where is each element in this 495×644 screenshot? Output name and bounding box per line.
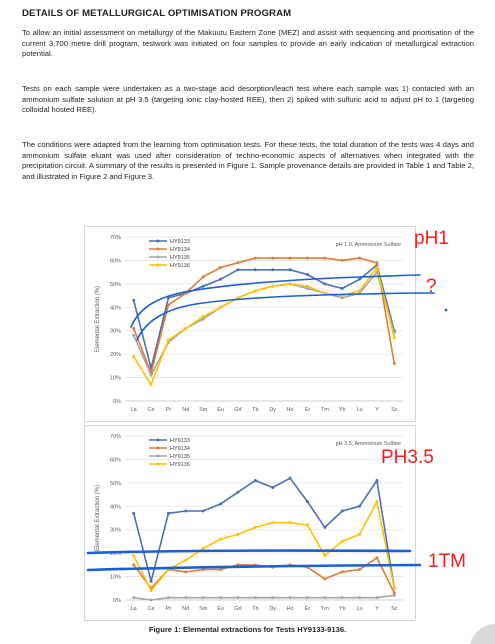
chart2-point-HY9133 xyxy=(289,477,292,480)
chart1-xtick-label: Tb xyxy=(252,407,259,413)
chart1-point-HY9136 xyxy=(323,292,326,295)
chart2-point-HY9133 xyxy=(184,509,187,512)
chart1-point-HY9133 xyxy=(306,273,309,276)
chart2-point-HY9134 xyxy=(271,566,274,569)
chart1-point-HY9135 xyxy=(132,334,135,337)
chart1-point-HY9136 xyxy=(184,327,187,330)
annotation-1tm: 1TM xyxy=(428,551,466,572)
chart2-point-HY9136 xyxy=(167,568,170,571)
chart-ph1-svg xyxy=(85,227,415,421)
chart2-point-HY9133 xyxy=(219,502,222,505)
chart2-ytick-label: 20% xyxy=(109,551,121,558)
chart2-legend-label: HY9133 xyxy=(170,438,190,444)
chart2-legend-marker xyxy=(157,447,160,450)
chart1-ytick-label: 50% xyxy=(109,281,121,288)
chart2-point-HY9135 xyxy=(306,596,309,599)
chart1-ylabel: Elemental Extraction (%) xyxy=(95,285,101,353)
chart2-ytick-label: 40% xyxy=(109,504,121,511)
chart2-legend-label: HY9135 xyxy=(170,454,190,460)
annotation-question: ? xyxy=(426,276,437,297)
chart2-xtick-label: Nd xyxy=(182,606,190,612)
chart2-series-HY9133 xyxy=(134,478,395,588)
chart1-point-HY9134 xyxy=(323,257,326,260)
chart2-legend-marker xyxy=(157,439,160,442)
chart1-xtick-label: Sm xyxy=(199,407,208,413)
chart2-point-HY9134 xyxy=(289,563,292,566)
paragraph-tests: Tests on each sample were undertaken as a two-stage acid desorption/leach test where each sample was 1) contacted with an ammonium sulfate solution at pH 3.5 (targeting ionic clay-hosted REE), then 2) spiked with sulfuric acid to adjust pH to 1 (targeting colloidal hosted REE). xyxy=(22,84,474,115)
paragraph-intro: To allow an initial assessment on metallurgy of the Makuutu Eastern Zone (MEZ) and assist with sequencing and priortisation of the current 3,700 metre drill program, testwork was initiated on four samples to provide an early indication of metallurgical extraction potential. xyxy=(22,28,474,59)
chart2-xtick-label: Dy xyxy=(269,606,277,612)
chart1-point-HY9136 xyxy=(358,289,361,292)
chart1-point-HY9133 xyxy=(202,285,205,288)
chart1-xtick-label: Ho xyxy=(286,407,294,413)
chart-ph1 xyxy=(84,226,416,422)
chart1-point-HY9133 xyxy=(289,268,292,271)
chart1-point-HY9134 xyxy=(167,303,170,306)
chart2-point-HY9136 xyxy=(375,500,378,503)
chart1-legend-marker xyxy=(157,256,160,259)
chart1-xtick-label: Sc xyxy=(391,407,398,413)
chart1-point-HY9134 xyxy=(236,261,239,264)
chart2-point-HY9133 xyxy=(150,580,153,583)
chart1-legend-marker xyxy=(157,240,160,243)
chart2-point-HY9134 xyxy=(341,570,344,573)
chart2-xtick-label: La xyxy=(130,606,137,612)
chart1-point-HY9136 xyxy=(219,306,222,309)
chart1-series-HY9133 xyxy=(134,265,395,368)
chart2-point-HY9134 xyxy=(323,577,326,580)
chart2-point-HY9133 xyxy=(341,509,344,512)
chart1-series-HY9136 xyxy=(134,268,395,385)
chart2-xtick-label: Ho xyxy=(286,606,294,612)
chart1-series-HY9135 xyxy=(134,272,395,375)
chart2-series-HY9136 xyxy=(134,502,395,591)
chart2-point-HY9134 xyxy=(375,556,378,559)
chart2-point-HY9136 xyxy=(323,554,326,557)
chart2-point-HY9135 xyxy=(393,594,396,597)
chart1-point-HY9134 xyxy=(132,327,135,330)
chart2-point-HY9133 xyxy=(202,509,205,512)
chart1-xtick-label: Lu xyxy=(356,407,363,413)
chart2-legend-marker xyxy=(157,463,160,466)
chart2-xtick-label: Tm xyxy=(320,606,329,612)
chart1-ytick-label: 40% xyxy=(109,305,121,312)
chart-ph35 xyxy=(84,425,416,621)
chart2-point-HY9135 xyxy=(219,596,222,599)
chart2-ytick-label: 60% xyxy=(109,457,121,464)
chart2-point-HY9136 xyxy=(393,587,396,590)
chart2-point-HY9136 xyxy=(306,524,309,527)
chart2-point-HY9134 xyxy=(358,568,361,571)
chart2-point-HY9133 xyxy=(306,500,309,503)
chart2-xtick-label: Sm xyxy=(199,606,208,612)
chart2-series-HY9135 xyxy=(134,595,395,600)
chart2-point-HY9135 xyxy=(358,596,361,599)
chart2-point-HY9133 xyxy=(323,526,326,529)
chart1-point-HY9133 xyxy=(271,268,274,271)
chart1-point-HY9134 xyxy=(306,257,309,260)
chart1-point-HY9136 xyxy=(375,266,378,269)
chart1-point-HY9134 xyxy=(254,257,257,260)
chart2-xtick-label: Er xyxy=(304,606,311,612)
chart2-ylabel: Elemental Extraction (%) xyxy=(95,484,101,552)
chart2-legend-label: HY9134 xyxy=(170,446,190,452)
chart1-point-HY9136 xyxy=(132,355,135,358)
chart1-point-HY9134 xyxy=(393,362,396,365)
chart1-ytick-label: 70% xyxy=(109,235,121,241)
chart2-xtick-label: Eu xyxy=(217,606,224,612)
chart1-xtick-label: Gd xyxy=(234,407,242,413)
chart1-xtick-label: La xyxy=(130,407,137,413)
chart2-point-HY9133 xyxy=(254,479,257,482)
chart1-point-HY9136 xyxy=(167,339,170,342)
chart2-point-HY9136 xyxy=(184,559,187,562)
chart1-xtick-label: Pr xyxy=(165,407,172,413)
chart2-point-HY9134 xyxy=(306,566,309,569)
chart2-ytick-label: 70% xyxy=(109,434,121,440)
chart2-point-HY9135 xyxy=(289,596,292,599)
chart1-point-HY9134 xyxy=(375,261,378,264)
chart1-legend-marker xyxy=(157,248,160,251)
chart1-point-HY9134 xyxy=(271,257,274,260)
chart1-point-HY9134 xyxy=(341,259,344,262)
chart2-legend-label: HY9136 xyxy=(170,462,190,468)
annotation-dot xyxy=(445,309,448,312)
chart2-point-HY9133 xyxy=(132,512,135,515)
chart2-point-HY9135 xyxy=(167,596,170,599)
annotation-ph35: PH3.5 xyxy=(381,447,434,468)
chart2-point-HY9134 xyxy=(132,563,135,566)
chart1-series-HY9134 xyxy=(134,258,395,373)
chart2-xtick-label: Sc xyxy=(391,606,398,612)
chart2-xtick-label: Y xyxy=(375,606,379,612)
section-heading: DETAILS OF METALLURGICAL OPTIMISATION PROGRAM xyxy=(22,8,292,19)
chart2-point-HY9136 xyxy=(236,533,239,536)
chart1-ytick-label: 0% xyxy=(113,399,121,405)
chart2-point-HY9134 xyxy=(236,563,239,566)
chart2-point-HY9135 xyxy=(132,596,135,599)
chart2-xtick-label: Yb xyxy=(338,606,346,612)
chart1-point-HY9133 xyxy=(219,278,222,281)
chart1-legend-label: HY9135 xyxy=(170,255,190,261)
chart1-point-HY9133 xyxy=(132,299,135,302)
chart2-point-HY9133 xyxy=(271,486,274,489)
chart1-legend-marker xyxy=(157,264,160,267)
chart2-point-HY9136 xyxy=(202,547,205,550)
chart2-point-HY9133 xyxy=(358,505,361,508)
chart1-xtick-label: Eu xyxy=(217,407,224,413)
chart1-point-HY9133 xyxy=(341,287,344,290)
chart2-point-HY9136 xyxy=(150,589,153,592)
chart2-point-HY9135 xyxy=(323,596,326,599)
chart2-series-HY9134 xyxy=(134,558,395,593)
chart2-point-HY9135 xyxy=(271,596,274,599)
chart2-point-HY9135 xyxy=(184,596,187,599)
chart1-ytick-label: 30% xyxy=(109,328,121,335)
chart2-xtick-label: Pr xyxy=(165,606,172,612)
chart2-point-HY9135 xyxy=(254,596,257,599)
chart2-point-HY9135 xyxy=(341,596,344,599)
chart1-point-HY9133 xyxy=(167,296,170,299)
chart2-point-HY9134 xyxy=(184,570,187,573)
chart2-xtick-label: Lu xyxy=(356,606,363,612)
figure-caption: Figure 1: Elemental extractions for Tests HY9133-9136. xyxy=(148,625,347,634)
chart1-ytick-label: 10% xyxy=(109,375,121,382)
chart2-point-HY9135 xyxy=(150,599,153,602)
chart2-ytick-label: 0% xyxy=(113,598,121,604)
chart1-ytick-label: 60% xyxy=(109,258,121,265)
chart1-point-HY9136 xyxy=(271,285,274,288)
chart2-point-HY9133 xyxy=(236,491,239,494)
chart1-point-HY9133 xyxy=(358,278,361,281)
chart1-legend-label: HY9133 xyxy=(170,239,190,245)
chart1-xtick-label: Dy xyxy=(269,407,277,413)
chart1-xtick-label: Y xyxy=(375,407,379,413)
paragraph-conditions: The conditions were adapted from the learning from optimisation tests. For these tests, the total duration of the tests was 4 days and ammonium sulfate eluant was used after consideration of techno-economic aspects of alternatives when integrated with the precipitation circuit. A summary of the results is presented in Figure 1. Sample provenance details are provided in Table 1 and Table 2, and illustrated in Figure 2 and Figure 3. xyxy=(22,140,474,181)
chart2-point-HY9134 xyxy=(254,563,257,566)
chart2-point-HY9136 xyxy=(219,538,222,541)
chart1-point-HY9134 xyxy=(219,266,222,269)
chart1-point-HY9136 xyxy=(236,296,239,299)
chart2-xtick-label: Gd xyxy=(234,606,242,612)
chart1-xtick-label: Tm xyxy=(320,407,329,413)
chart1-point-HY9136 xyxy=(306,285,309,288)
chart2-point-HY9136 xyxy=(254,526,257,529)
chart2-point-HY9135 xyxy=(202,596,205,599)
chart2-xtick-label: Tb xyxy=(252,606,259,612)
chart1-xtick-label: Yb xyxy=(338,407,346,413)
chart2-point-HY9136 xyxy=(358,533,361,536)
chart1-xtick-label: Er xyxy=(304,407,311,413)
chart2-point-HY9134 xyxy=(202,568,205,571)
chart1-xtick-label: Ce xyxy=(147,407,155,413)
chart2-point-HY9136 xyxy=(271,521,274,524)
chart1-point-HY9136 xyxy=(202,315,205,318)
chart-ph35-svg xyxy=(85,426,415,620)
chart1-point-HY9134 xyxy=(184,292,187,295)
chart2-ytick-label: 50% xyxy=(109,480,121,487)
chart2-point-HY9134 xyxy=(219,568,222,571)
chart2-title: pH 3.5, Ammonium Sulfate xyxy=(335,441,401,447)
chart2-point-HY9136 xyxy=(289,521,292,524)
chart2-ytick-label: 30% xyxy=(109,527,121,534)
chart2-point-HY9135 xyxy=(236,596,239,599)
annotation-ph1: pH1 xyxy=(414,228,449,249)
chart1-point-HY9136 xyxy=(289,282,292,285)
chart2-point-HY9133 xyxy=(167,512,170,515)
chart1-point-HY9136 xyxy=(341,294,344,297)
chart1-xtick-label: Nd xyxy=(182,407,190,413)
chart1-point-HY9135 xyxy=(150,374,153,377)
chart2-ytick-label: 10% xyxy=(109,574,121,581)
chart2-legend-marker xyxy=(157,455,160,458)
chart1-point-HY9136 xyxy=(254,289,257,292)
chart1-legend-label: HY9134 xyxy=(170,247,190,253)
chart1-point-HY9133 xyxy=(236,268,239,271)
chart2-point-HY9135 xyxy=(375,596,378,599)
chart2-xtick-label: Ce xyxy=(147,606,155,612)
chart2-point-HY9136 xyxy=(132,554,135,557)
chart1-point-HY9133 xyxy=(323,282,326,285)
chart1-point-HY9134 xyxy=(202,275,205,278)
chart2-point-HY9136 xyxy=(341,540,344,543)
chart1-ytick-label: 20% xyxy=(109,352,121,359)
chart1-point-HY9134 xyxy=(358,257,361,260)
chart1-legend-label: HY9136 xyxy=(170,263,190,269)
chart1-title: pH 1.0, Ammonium Sulfate xyxy=(335,242,401,248)
chart1-point-HY9134 xyxy=(289,257,292,260)
chart2-point-HY9133 xyxy=(375,479,378,482)
chart1-point-HY9136 xyxy=(150,383,153,386)
chart1-point-HY9133 xyxy=(254,268,257,271)
chart1-point-HY9136 xyxy=(393,336,396,339)
